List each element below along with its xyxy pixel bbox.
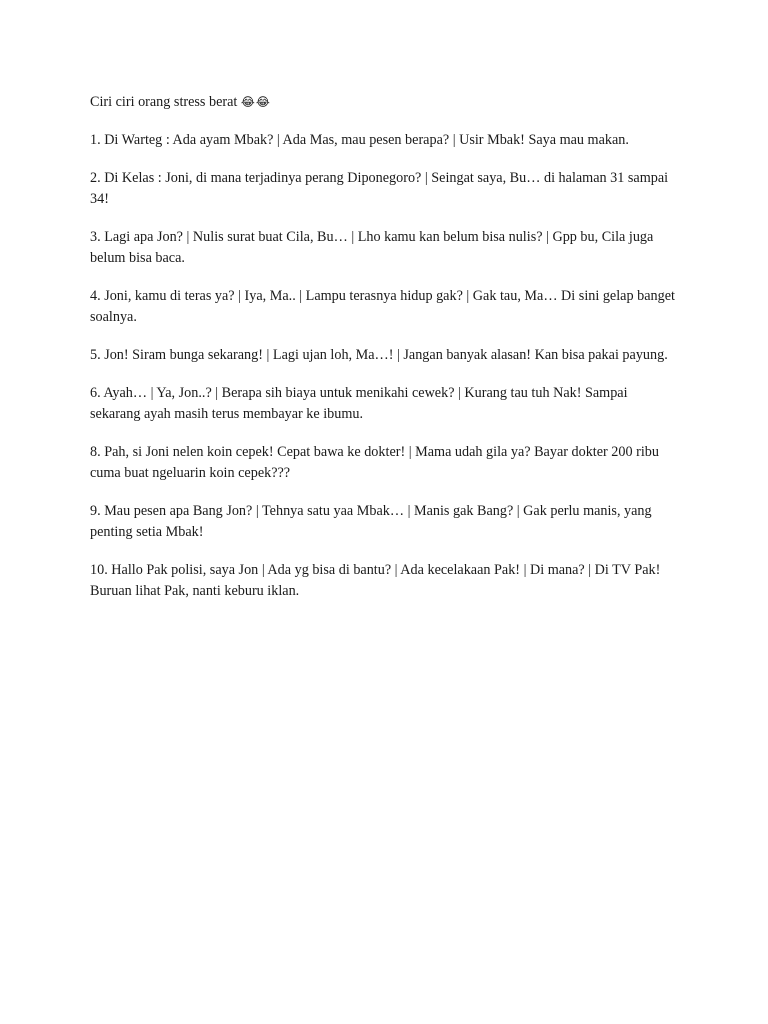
- joke-item-10: 10. Hallo Pak polisi, saya Jon | Ada yg bisa di bantu? | Ada kecelakaan Pak! | Di mana? | Di TV Pak! Buruan lihat Pak, nanti keburu iklan.: [90, 562, 661, 599]
- document-body: [90, 92, 680, 619]
- joke-item-8: 8. Pah, si Joni nelen koin cepek! Cepat bawa ke dokter! | Mama udah gila ya? Bayar dokter 200 ribu cuma buat ngeluarin koin cepek???: [90, 444, 659, 481]
- joke-item-1: 1. Di Warteg : Ada ayam Mbak? | Ada Mas, mau pesen berapa? | Usir Mbak! Saya mau makan.: [90, 132, 629, 148]
- joke-item-5: 5. Jon! Siram bunga sekarang! | Lagi ujan loh, Ma…! | Jangan banyak alasan! Kan bisa pakai payung.: [90, 347, 668, 363]
- joke-item-2: 2. Di Kelas : Joni, di mana terjadinya perang Diponegoro? | Seingat saya, Bu… di halaman 31 sampai 34!: [90, 170, 669, 207]
- laughing-emoji-icon: 😂😂: [240, 95, 271, 109]
- joke-item-4: 4. Joni, kamu di teras ya? | Iya, Ma.. | Lampu terasnya hidup gak? | Gak tau, Ma… Di sini gelap banget soalnya.: [90, 288, 675, 325]
- joke-item-9: 9. Mau pesen apa Bang Jon? | Tehnya satu yaa Mbak… | Manis gak Bang? | Gak perlu manis, yang penting setia Mbak!: [90, 503, 652, 540]
- document-title: [90, 92, 680, 113]
- joke-item-3: 3. Lagi apa Jon? | Nulis surat buat Cila, Bu… | Lho kamu kan belum bisa nulis? | Gpp bu, Cila juga belum bisa baca.: [90, 229, 654, 266]
- document-title-text: Ciri ciri orang stress berat: [90, 94, 238, 110]
- joke-item-6: 6. Ayah… | Ya, Jon..? | Berapa sih biaya untuk menikahi cewek? | Kurang tau tuh Nak! Sampai sekarang ayah masih terus membayar ke ibumu.: [90, 385, 628, 422]
